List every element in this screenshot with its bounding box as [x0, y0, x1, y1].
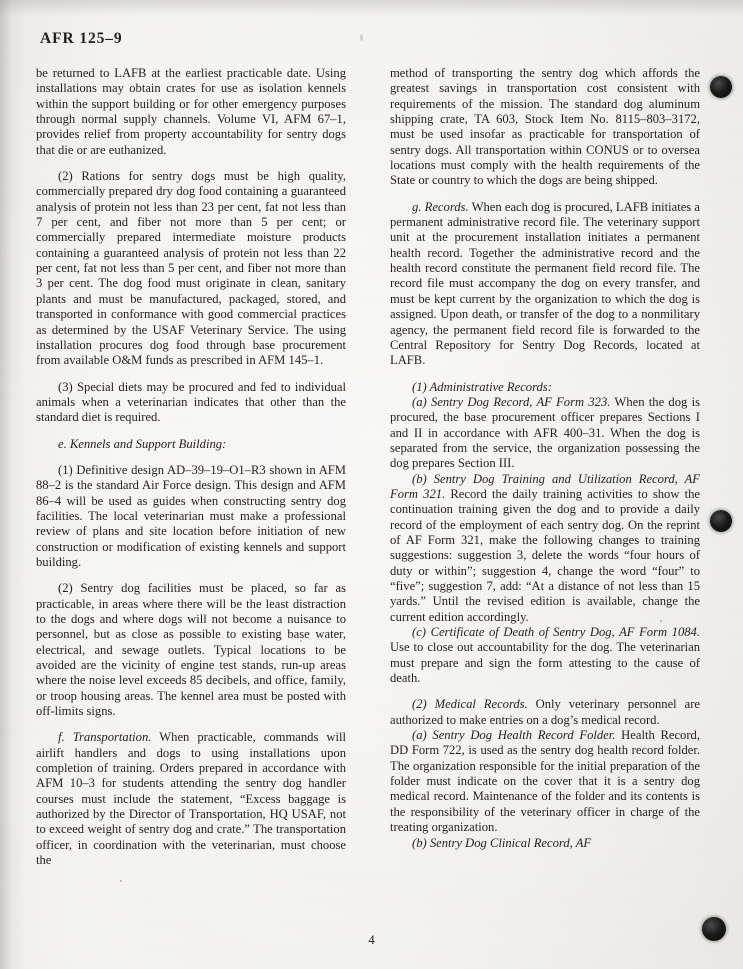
heading-g1-administrative-records-lead: (1) Administrative Records:	[412, 379, 552, 394]
scan-top-shadow	[0, 0, 743, 16]
para-g-records	[390, 200, 700, 369]
two-column-body	[36, 66, 700, 869]
para-3-special-diets-text: (3) Special diets may be procured and fed to individual animals when a veterinarian indicates that other than the standard diet is required.	[36, 379, 346, 425]
para-2-rations-text: (2) Rations for sentry dogs must be high quality, commercially prepared dry dog food containing a guaranteed analysis of protein not less than 23 per cent, fat not less than 7 per cent, and fiber not more than 5 per cent; or commercially prepared intermediate moisture products containing a guaranteed analysis of protein not less than 22 per cent, fat not less than 5 per cent, and fiber not more than 3 per cent. The dog food must originate in clean, sanitary plants and must be manufactured, packaged, stored, and transported in conformance with good commercial practices as determined by the USAF Veterinary Service. The using installation procures dog food through base procurement from available O&M funds as prescribed in AFM 145–1.	[36, 169, 346, 368]
scan-speck	[360, 34, 363, 41]
heading-e-kennels-lead: e. Kennels and Support Building:	[58, 436, 227, 451]
para-g1c-certificate-of-death	[390, 625, 700, 686]
para-continued-transport-method-text: method of transporting the sentry dog which affords the greatest savings in transportation cost consistent with requirements of the mission. The standard dog aluminum shipping crate, TA 603, Stock Item No. 8115–803–3172, must be used insofar as practicable for transportation of sentry dogs. All transportation within CONUS or to oversea locations must comply with the health requirements of the State or country to which the dogs are being shipped.	[390, 66, 700, 188]
para-g2a-health-record-folder-lead: (a) Sentry Dog Health Record Folder.	[412, 728, 616, 743]
para-3-special-diets	[36, 380, 346, 426]
para-g2a-health-record-folder	[390, 728, 700, 835]
para-g1a-sentry-dog-record-text: When the dog is procured, the base procurement officer prepares Sections I and II in accordance with AFR 400–31. When the dog is separated from the service, the organization possessing the dog prepares Section III.	[390, 394, 700, 471]
scan-left-shadow	[0, 0, 26, 969]
para-g2a-health-record-folder-text: Health Record, DD Form 722, is used as the sentry dog health record folder. The organization responsible for the initial preparation of the folder must indicate on the cover that it is a sentry dog medical record. Maintenance of the folder and its contents is the responsibility of the veterinary officer in charge of the treating organization.	[390, 728, 700, 835]
para-continued-transport-method	[390, 66, 700, 189]
scan-speck	[120, 880, 122, 882]
para-e2-facilities-placement-text: (2) Sentry dog facilities must be placed, so far as practicable, in areas where there will be the least distraction to the dogs and where dogs will not become a nuisance to personnel, but as close as possible to existing base water, electrical, and sewage outlets. Typical locations to be avoided are the vicinity of engine test stands, run-up areas where the noise level exceeds 85 decibels, and office, family, or troop housing areas. The kennel area must be posted with off-limits signs.	[36, 581, 346, 719]
para-g2-medical-records	[390, 697, 700, 728]
para-g1a-sentry-dog-record-lead: (a) Sentry Dog Record, AF Form 323.	[412, 394, 611, 409]
hole-punch-top	[710, 76, 732, 98]
para-g-records-lead: g. Records.	[412, 199, 469, 214]
para-g1b-training-utilization-record	[390, 472, 700, 625]
para-g2-medical-records-lead: (2) Medical Records.	[412, 697, 528, 712]
para-e2-facilities-placement	[36, 581, 346, 719]
hole-punch-middle	[710, 510, 732, 532]
left-text-column	[36, 66, 346, 869]
para-g2b-clinical-record	[390, 836, 700, 851]
scan-speck	[660, 620, 662, 622]
page-header: AFR 125–9	[40, 30, 123, 47]
para-f-transportation	[36, 730, 346, 868]
para-g1b-training-utilization-record-text: Record the daily training activities to show the continuation training given the dog and to provide a daily record of the employment of each sentry dog. On the reprint of AF Form 321, make the following changes to training suggestions: suggestion 3, delete the words “four hours of duty or within”; suggestion 4, change the word “four” to “five”; suggestion 7, add: “At a distance of not less than 15 yards.” Until the revised edition is available, change the current edition accordingly.	[390, 486, 700, 624]
scan-speck	[540, 300, 542, 302]
hole-punch-bottom	[702, 917, 726, 941]
page-number: 4	[368, 933, 375, 947]
para-e1-definitive-design-text: (1) Definitive design AD–39–19–O1–R3 shown in AFM 88–2 is the standard Air Force design. This design and AFM 86–4 will be used as guides when constructing sentry dog facilities. The local veterinarian must make a professional review of plans and site location before initiation of new construction or modification of existing kennels and support building.	[36, 462, 346, 569]
right-text-column	[390, 66, 700, 869]
para-continued-crates	[36, 66, 346, 158]
para-f-transportation-lead: f. Transportation.	[58, 730, 152, 745]
para-g1c-certificate-of-death-text: Use to close out accountability for the dog. The veterinarian must prepare and sign the form attesting to the cause of death.	[390, 640, 700, 686]
para-g2b-clinical-record-lead: (b) Sentry Dog Clinical Record, AF	[412, 835, 592, 850]
para-2-rations	[36, 169, 346, 368]
scan-speck	[300, 640, 302, 642]
heading-e-kennels	[36, 437, 346, 452]
para-e1-definitive-design	[36, 463, 346, 570]
para-g-records-text: When each dog is procured, LAFB initiates a permanent administrative record file. The veterinary support unit at the procurement installation initiates a permanent health record. Together the administrative record and the health record constitute the permanent field record file. The record file must accompany the dog on every transfer, and must be kept current by the organization to which the dog is assigned. Upon death, or transfer of the dog to a nonmilitary agency, the permanent field record file is forwarded to the Central Repository for Sentry Dog Records, located at LAFB.	[390, 199, 700, 368]
para-f-transportation-text: When practicable, commands will airlift handlers and dogs to using installations upon completion of training. Orders prepared in accordance with AFM 10–3 for students attending the sentry dog handler courses must include the statement, “Excess baggage is authorized by the Director of Transportation, HQ USAF, not to exceed weight of sentry dog and crate.” The transportation officer, in coordination with the veterinarian, must choose the	[36, 730, 346, 868]
para-g1a-sentry-dog-record	[390, 395, 700, 472]
heading-g1-administrative-records	[390, 380, 700, 395]
para-g1b-training-utilization-record-lead: (b) Sentry Dog Training and Utilization Record, AF Form 321.	[390, 471, 700, 501]
para-continued-crates-text: be returned to LAFB at the earliest practicable date. Using installations may obtain crates for use as isolation kennels within the support building or for other emergency purposes through normal supply channels. Volume VI, AFM 67–1, provides relief from property accountability for sentry dogs that die or are euthanized.	[36, 66, 346, 157]
para-g2-medical-records-text: Only veterinary personnel are authorized to make entries on a dog’s medical record.	[390, 697, 700, 727]
para-g1c-certificate-of-death-lead: (c) Certificate of Death of Sentry Dog, AF Form 1084.	[412, 625, 700, 640]
